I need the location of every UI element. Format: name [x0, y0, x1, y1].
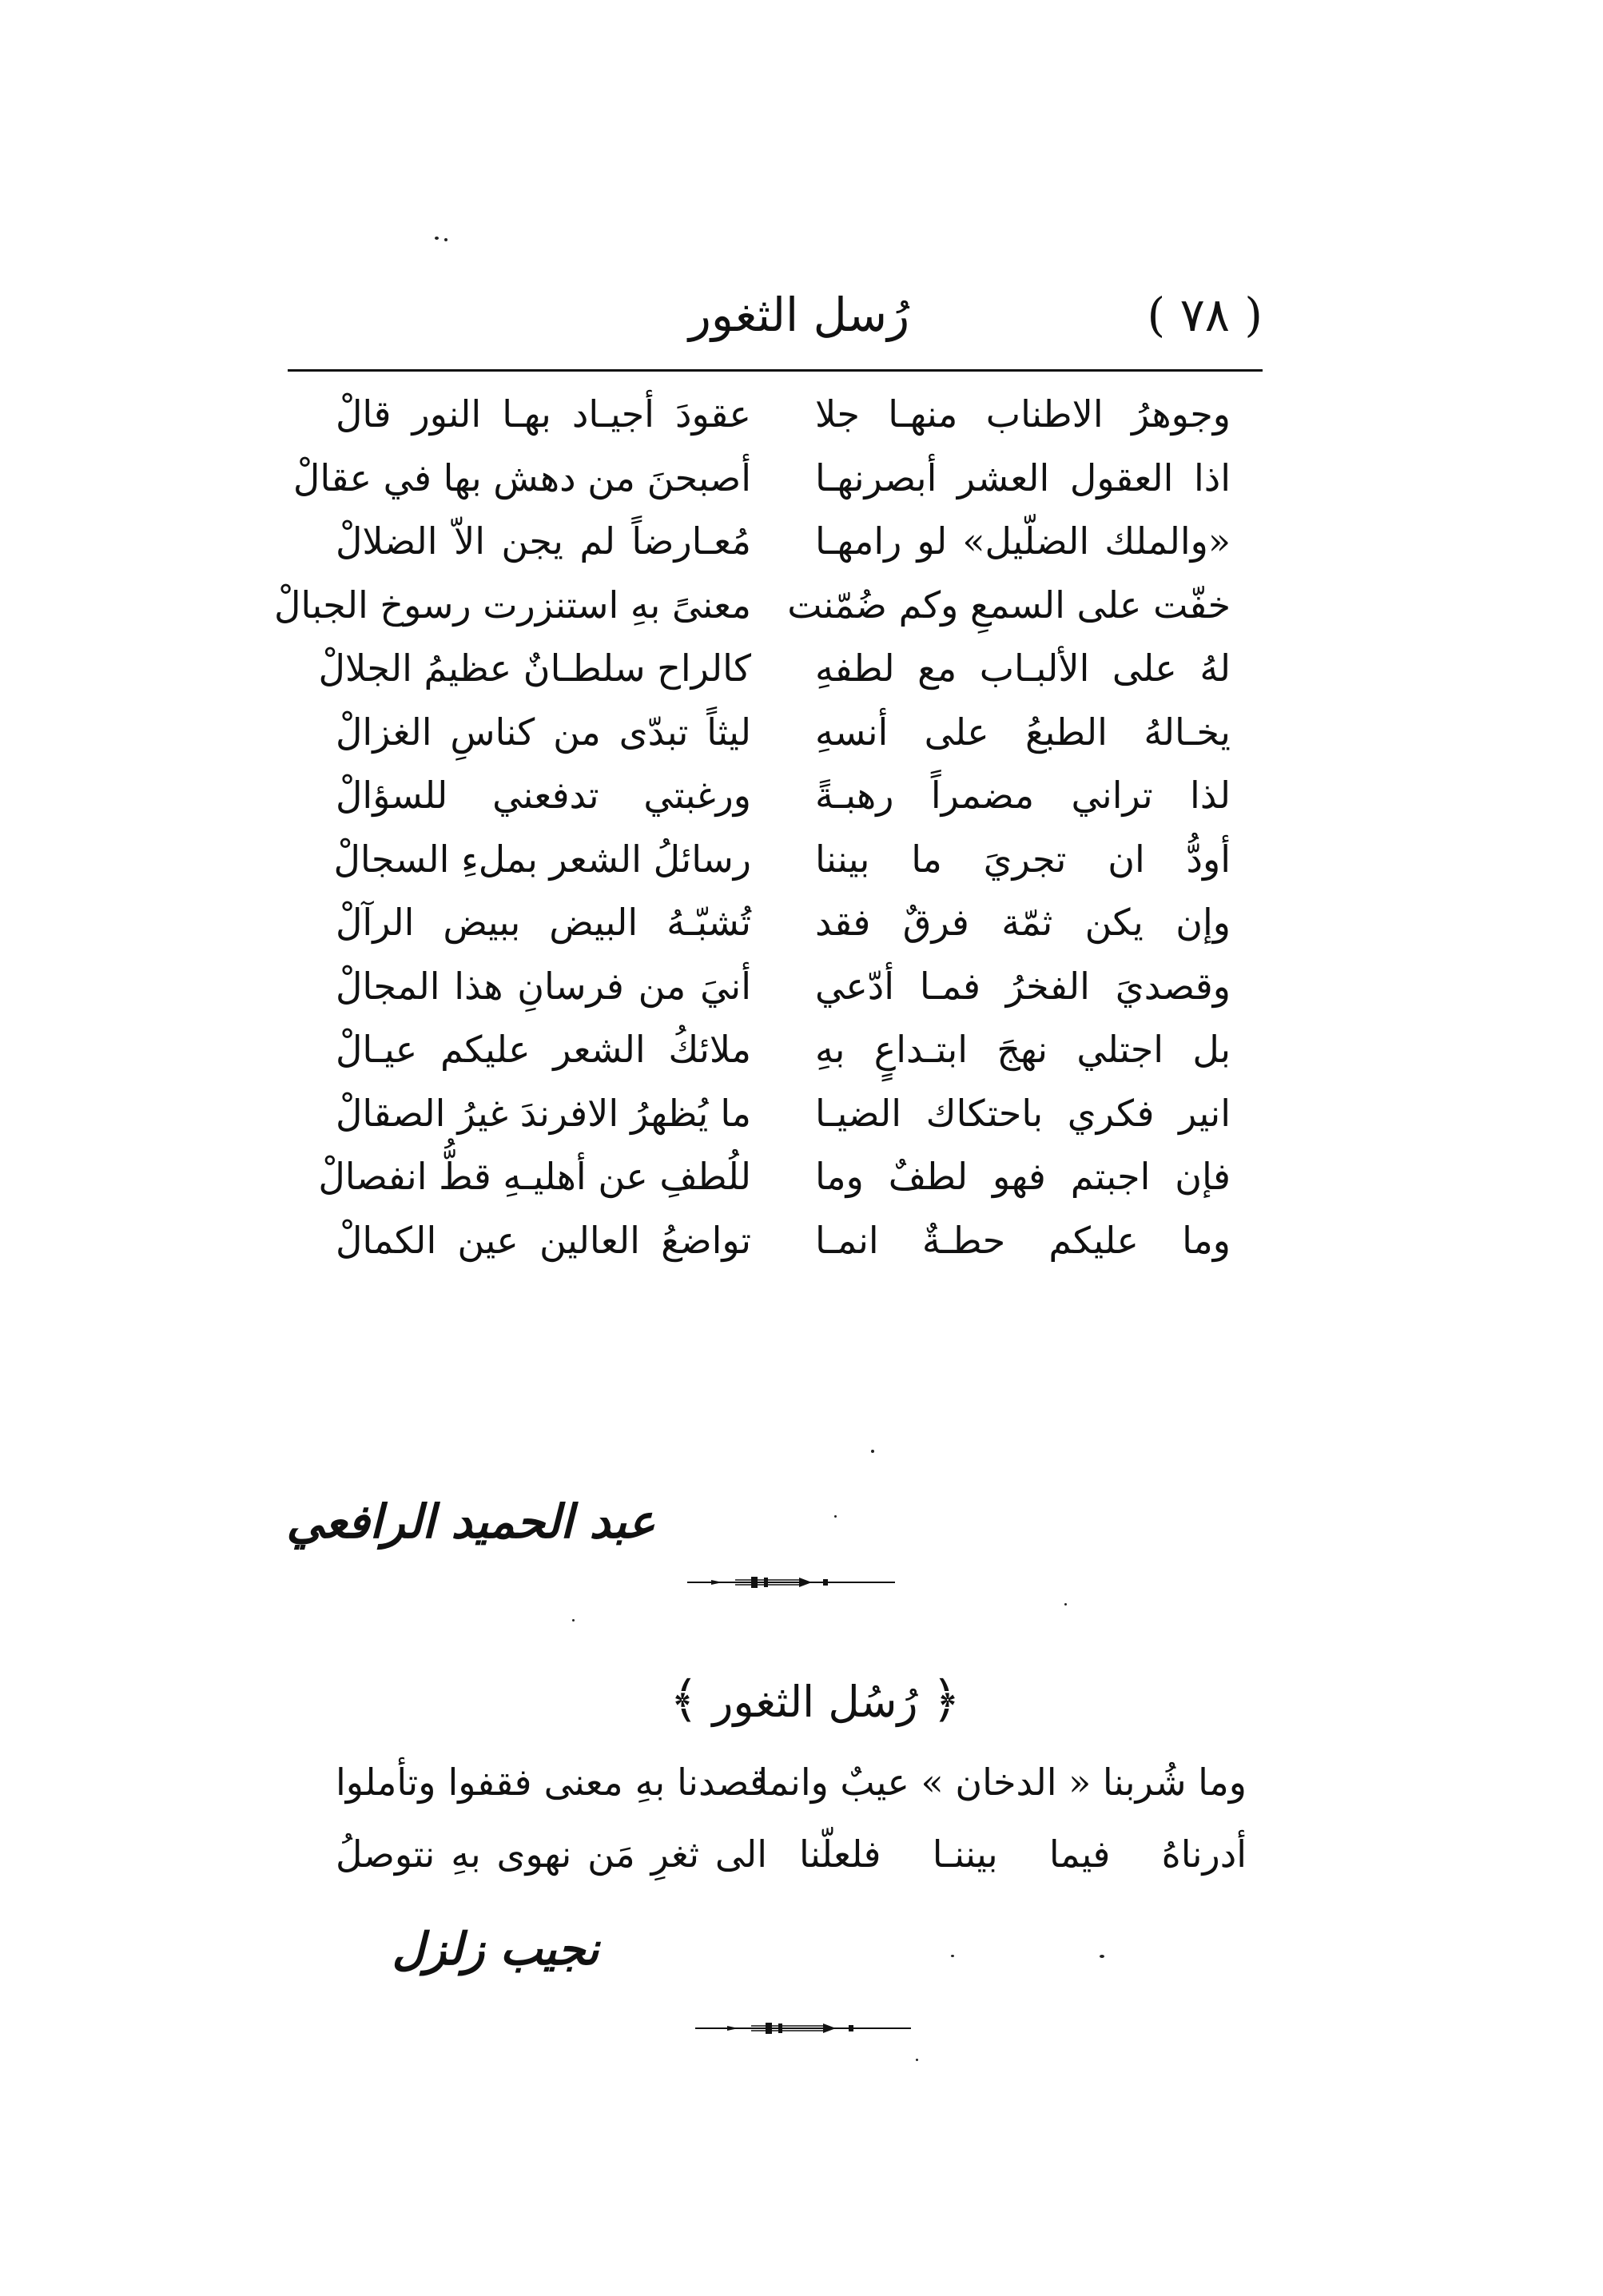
verse-line	[333, 829, 1231, 893]
second-hemistich: الى ثغرِ مَن نهوى بهِ نتوصلُ	[336, 1832, 767, 1876]
first-hemistich: وما شُربنا « الدخان » عيبٌ وانما	[758, 1761, 1247, 1804]
second-hemistich: مُعـارضاً لم يجن الاّ الضلالْ	[336, 519, 751, 563]
verse-line	[336, 956, 1231, 1020]
verse-line	[336, 384, 1231, 448]
poem-two	[336, 1752, 1247, 1896]
second-hemistich: رسائلُ الشعر بملءِ السجالْ	[333, 837, 751, 881]
header-rule	[288, 369, 1263, 372]
first-hemistich: وإن يكن ثمّة فرقٌ فقد	[815, 901, 1231, 944]
first-hemistich: أودُّ ان تجريَ ما بيننا	[815, 837, 1231, 881]
verse-line	[318, 638, 1231, 702]
first-hemistich: وجوهرُ الاطناب منهـا جلا	[815, 392, 1231, 436]
verse-line	[336, 1824, 1247, 1896]
verse-line	[336, 1083, 1231, 1147]
second-hemistich: أصبحنَ من دهش بها في عقالْ	[292, 456, 751, 499]
ornamental-bracket-open: ﴿	[931, 1670, 961, 1729]
section-title-text: رُسُل الثغور	[712, 1677, 918, 1727]
section-title	[607, 1670, 1023, 1729]
print-speck	[834, 1515, 837, 1518]
verse-line	[336, 892, 1231, 956]
print-speck	[1100, 1955, 1104, 1958]
second-hemistich: ما يُظهرُ الافرندَ غيرُ الصقالْ	[336, 1091, 751, 1135]
first-hemistich: انير فكري باحتكاك الضيـا	[815, 1091, 1231, 1135]
second-hemistich: أنيَ من فرسانِ هذا المجالْ	[336, 964, 751, 1008]
page-header	[288, 272, 1263, 360]
first-hemistich: فإن اجبتم فهو لطفٌ وما	[815, 1155, 1231, 1198]
first-hemistich: لهُ على الألبـاب مع لطفهِ	[815, 647, 1231, 690]
poem-one	[273, 384, 1231, 1273]
first-hemistich: أدرناهُ فيما بيننـا فلعلّنا	[799, 1832, 1247, 1876]
first-hemistich: وقصديَ الفخرُ فمـا أدّعي	[815, 964, 1231, 1008]
print-speck	[1064, 1603, 1067, 1606]
verse-line	[336, 1019, 1231, 1083]
ornamental-bracket-close: ﴾	[669, 1670, 699, 1729]
second-hemistich: ورغبتي تدفعني للسؤالْ	[336, 774, 751, 817]
verse-line	[273, 575, 1231, 639]
first-hemistich: «والملك الضلّيل» لو رامهـا	[815, 519, 1231, 563]
ornament-divider	[687, 1573, 895, 1592]
print-speck	[916, 2059, 918, 2061]
second-hemistich: ليثاً تبدّى من كناسِ الغزالْ	[336, 710, 751, 754]
first-hemistich: خفّت على السمعِ وكم ضُمّنت	[787, 583, 1231, 627]
print-speck	[572, 1619, 575, 1622]
author-signature: نجيب زلزل	[392, 1923, 599, 1976]
verse-line	[336, 765, 1231, 829]
print-speck	[444, 238, 447, 241]
second-hemistich: تُشبّـهُ البيض ببيض الرآلْ	[336, 901, 751, 944]
author-signature: عبد الحميد الرافعي	[286, 1494, 655, 1549]
second-hemistich: ملائكُ الشعر عليكم عيـالْ	[336, 1028, 751, 1071]
first-hemistich: وما عليكم حطـةٌ انمـا	[815, 1218, 1231, 1262]
verse-line	[336, 1752, 1247, 1824]
verse-line	[318, 1146, 1231, 1210]
verse-line	[336, 1210, 1231, 1274]
second-hemistich: تواضعُ العالين عين الكمالْ	[336, 1218, 751, 1262]
first-hemistich: لذا تراني مضمراً رهبـةً	[815, 774, 1231, 817]
ornament-divider	[695, 2019, 911, 2038]
page-number: ( ٧٨ )	[1147, 288, 1263, 342]
verse-line	[292, 448, 1231, 511]
first-hemistich: اذا العقول العشر أبصرنهـا	[815, 456, 1231, 499]
print-speck	[435, 237, 439, 240]
second-hemistich: عقودَ أجيـاد بهـا النور قالْ	[336, 392, 751, 436]
second-hemistich: قصدنا بهِ معنى فقفوا وتأملوا	[336, 1761, 767, 1804]
print-speck	[951, 1955, 954, 1957]
first-hemistich: بل اجتلي نهجَ ابتـداعٍ بهِ	[815, 1028, 1231, 1071]
verse-line	[336, 511, 1231, 575]
running-title: رُسل الثغور	[688, 288, 910, 342]
first-hemistich: يخـالهُ الطبعُ على أنسهِ	[815, 710, 1231, 754]
print-speck	[871, 1450, 874, 1453]
second-hemistich: للُطفِ عن أهليـهِ قطُّ انفصالْ	[318, 1155, 751, 1198]
verse-line	[336, 702, 1231, 766]
second-hemistich: كالراح سلطـانٌ عظيمُ الجلالْ	[318, 647, 751, 690]
second-hemistich: معنىً بهِ استنزرت رسوخ الجبالْ	[273, 583, 751, 627]
